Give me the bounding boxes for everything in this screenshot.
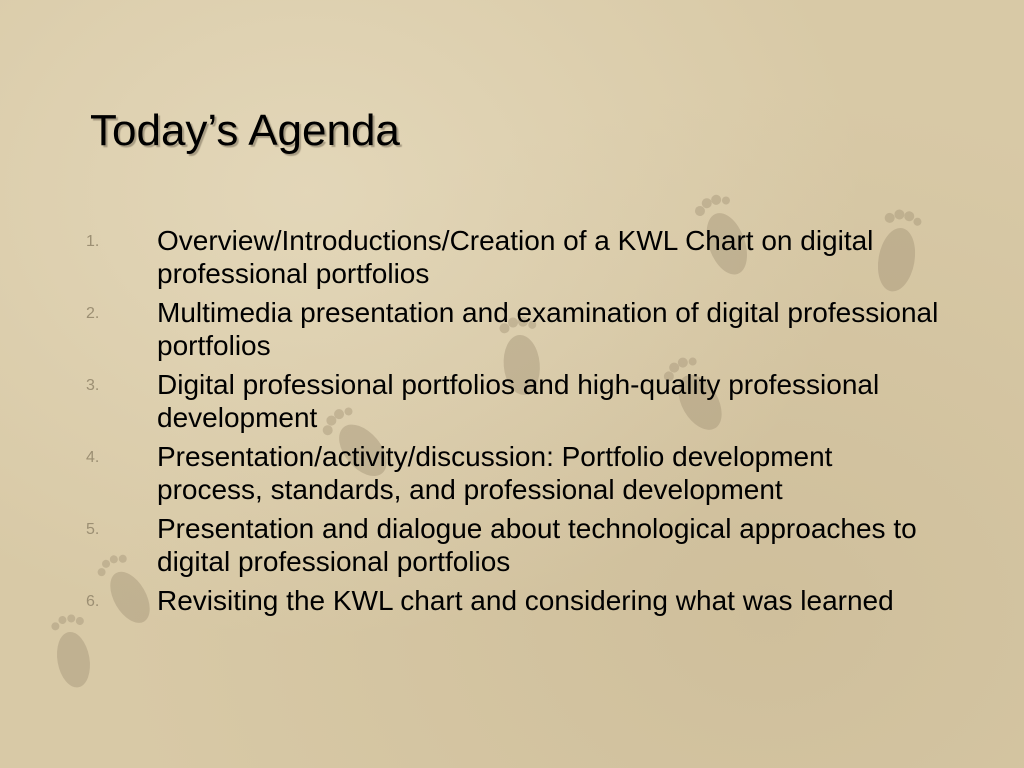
- agenda-item-text: Overview/Introductions/Creation of a KWL Chart on digital professional portfolios: [157, 225, 874, 289]
- agenda-item-number: 4.: [86, 449, 100, 466]
- agenda-list: [86, 224, 946, 623]
- agenda-item: [86, 440, 946, 506]
- agenda-item-number: 2.: [86, 305, 100, 322]
- agenda-item-number: 5.: [86, 521, 100, 538]
- agenda-item-text: Multimedia presentation and examination of digital professional portfolios: [157, 297, 939, 361]
- agenda-item-text: Revisiting the KWL chart and considering what was learned: [157, 585, 894, 616]
- agenda-item: [86, 512, 946, 578]
- agenda-item-number: 1.: [86, 233, 100, 250]
- agenda-item-text: Presentation and dialogue about technological approaches to digital professional portfolios: [157, 513, 917, 577]
- footprint-icon: [50, 612, 95, 690]
- slide-title: Today’s Agenda: [90, 106, 400, 155]
- agenda-item-number: 3.: [86, 377, 100, 394]
- agenda-item-text: Digital professional portfolios and high-quality professional development: [157, 369, 880, 433]
- agenda-item-text: Presentation/activity/discussion: Portfolio development process, standards, and professional development: [157, 441, 833, 505]
- agenda-item: [86, 368, 946, 434]
- agenda-item: [86, 296, 946, 362]
- agenda-item: [86, 584, 946, 617]
- agenda-item: [86, 224, 946, 290]
- agenda-item-number: 6.: [86, 593, 100, 610]
